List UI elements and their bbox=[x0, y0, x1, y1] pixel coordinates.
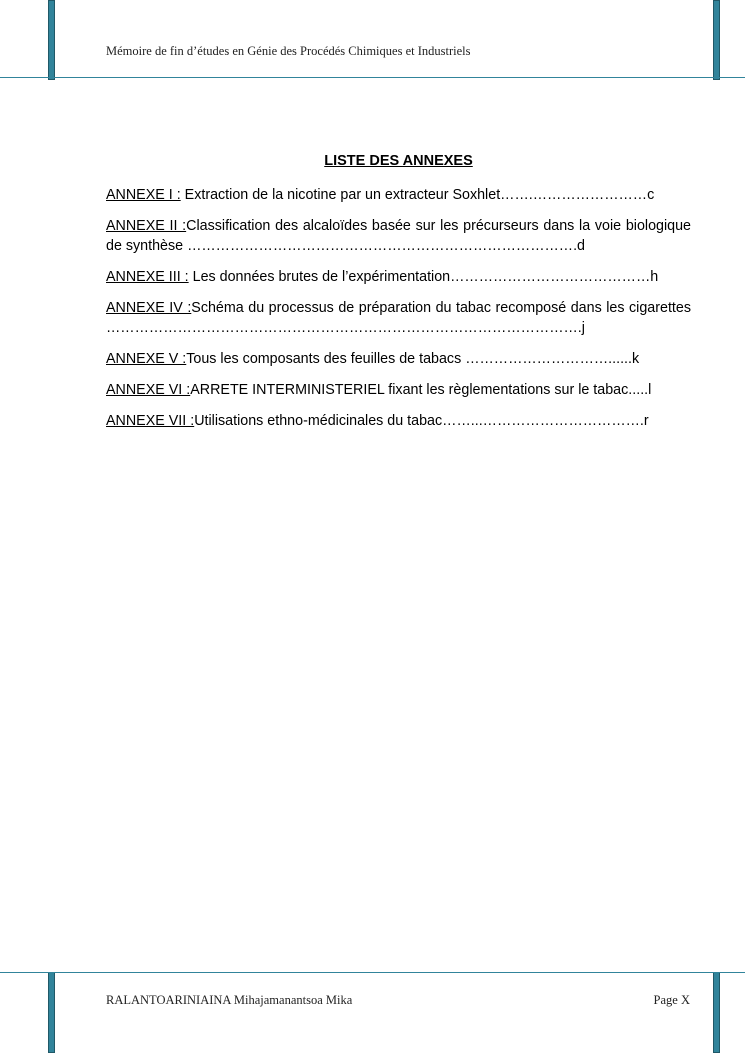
annex-entry[interactable] bbox=[106, 380, 691, 400]
annex-list bbox=[106, 185, 691, 442]
annex-entry[interactable] bbox=[106, 216, 691, 256]
annex-label: ANNEXE VI : bbox=[106, 382, 191, 398]
page-number: Page X bbox=[653, 993, 690, 1007]
annex-label: ANNEXE III : bbox=[106, 269, 189, 285]
running-header: Mémoire de fin d’études en Génie des Procédés Chimiques et Industriels bbox=[106, 44, 471, 58]
annex-label: ANNEXE II : bbox=[106, 218, 187, 234]
annex-text: Tous les composants des feuilles de tabacs …………………………......k bbox=[186, 351, 640, 367]
annex-entry[interactable] bbox=[106, 267, 691, 287]
annex-entry[interactable] bbox=[106, 298, 691, 338]
annex-text: Classification des alcaloïdes basée sur les précurseurs dans la voie biologique de synthèse ……………………………………………………………………….d bbox=[106, 218, 692, 254]
header-rule bbox=[0, 77, 745, 78]
annex-text: Les données brutes de l’expérimentation……………………………………h bbox=[188, 269, 659, 285]
footer-right-bar bbox=[713, 972, 720, 1053]
annex-label: ANNEXE V : bbox=[106, 351, 187, 367]
annex-text: Extraction de la nicotine par un extracteur Soxhlet…….……………………c bbox=[180, 187, 655, 203]
annex-text: ARRETE INTERMINISTERIEL fixant les règlementations sur le tabac.....l bbox=[190, 382, 652, 398]
header-left-bar bbox=[48, 0, 55, 80]
annex-text: Utilisations ethno-médicinales du tabac……...…………………………….r bbox=[194, 413, 649, 429]
footer-rule bbox=[0, 972, 745, 973]
annex-label: ANNEXE VII : bbox=[106, 413, 195, 429]
footer-left-bar bbox=[48, 972, 55, 1053]
footer-author: RALANTOARINIAINA Mihajamanantsoa Mika bbox=[106, 993, 353, 1007]
annex-entry[interactable] bbox=[106, 185, 691, 205]
annex-text: Schéma du processus de préparation du tabac recomposé dans les cigarettes ……………………………………………………………………………………….j bbox=[106, 300, 691, 336]
annex-label: ANNEXE IV : bbox=[106, 300, 192, 316]
page-title: LISTE DES ANNEXES bbox=[324, 153, 473, 169]
annex-entry[interactable] bbox=[106, 411, 691, 431]
header-right-bar bbox=[713, 0, 720, 80]
annex-entry[interactable] bbox=[106, 349, 691, 369]
annex-label: ANNEXE I : bbox=[106, 187, 181, 203]
